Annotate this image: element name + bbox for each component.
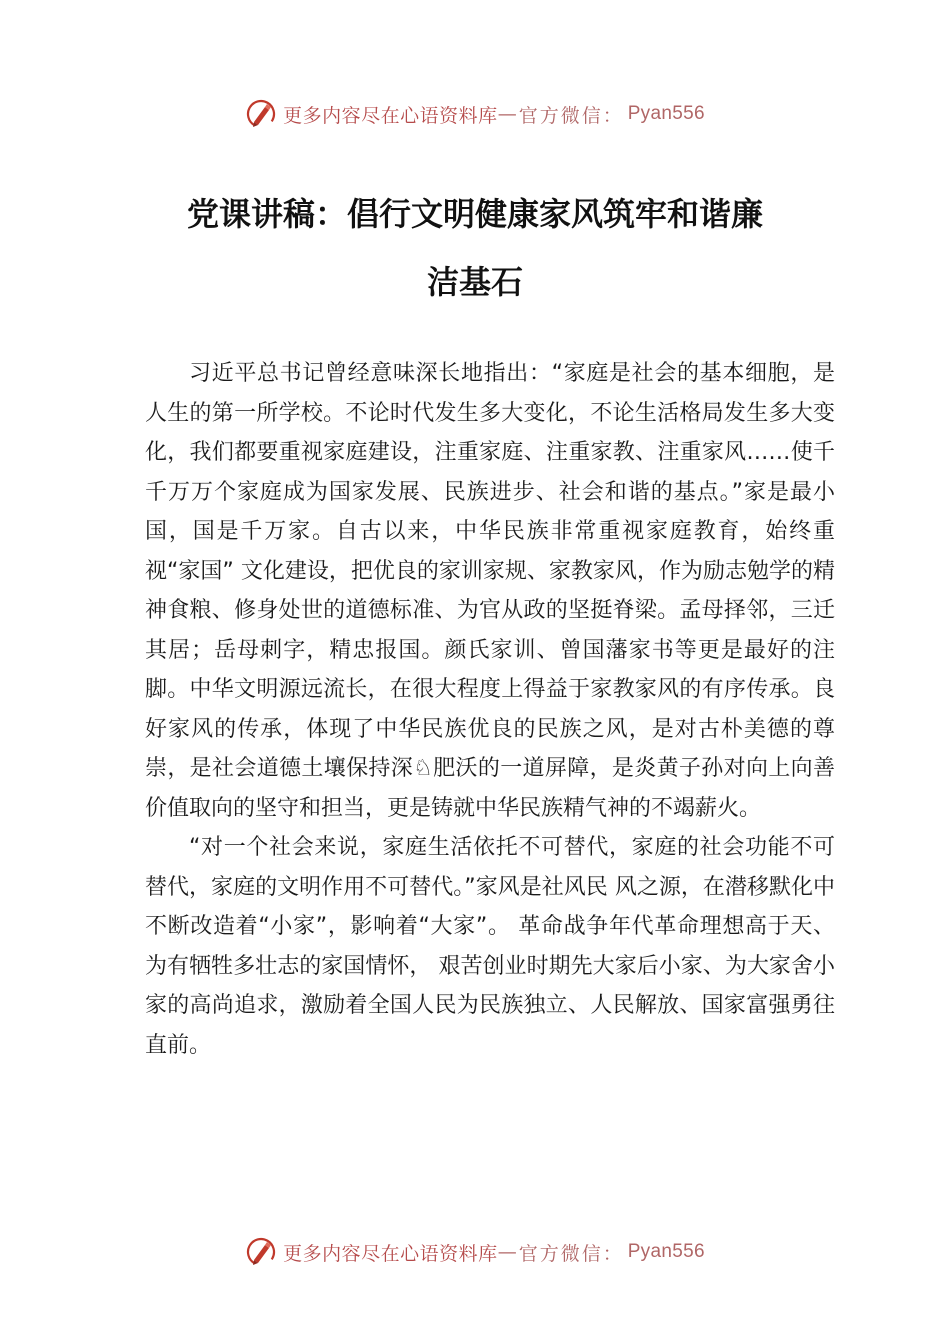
title-line-1: 党课讲稿：倡行文明健康家风筑牢和谐廉	[186, 195, 763, 233]
pen-logo-icon	[245, 1236, 277, 1268]
body-paragraph-2: “对一个社会来说，家庭生活依托不可替代，家庭的社会功能不可替代，家庭的文明作用不可替代。”家风是社风民 风之源，在潜移默化中不断改造着“小家”，影响着“大家”。 革命战争年代革命理想高于天、为有牺牲多壮志的家国情怀， 艰苦创业时期先大家后小家、为大家舍小家的高尚追求，激励着全国人民为民族独立、人民解放、国家富强勇往直前。	[145, 835, 835, 1058]
header-wechat-label: 官方微信：	[518, 104, 624, 127]
footer-brand-text: 更多内容尽在心语资料库	[283, 1242, 498, 1265]
footer-separator: —	[497, 1241, 519, 1263]
document-body	[145, 354, 835, 1065]
title-line-2: 洁基石	[426, 263, 523, 301]
footer-wechat-id: Pyan556	[627, 1241, 705, 1262]
pen-logo-icon	[245, 98, 277, 130]
body-paragraph-1: 习近平总书记曾经意味深长地指出：“家庭是社会的基本细胞，是人生的第一所学校。不论时代发生多大变化，不论生活格局发生多大变化，我们都要重视家庭建设，注重家庭、注重家教、注重家风……使千千万万个家庭成为国家发展、民族进步、社会和谐的基点。”家是最小国，国是千万家。自古以来，中华民族非常重视家庭教育，始终重视“家国” 文化建设，把优良的家训家规、家教家风，作为励志勉学的精神食粮、修身处世的道德标准、为官从政的坚挺脊梁。孟母择邻，三迁其居；岳母刺字，精忠报国。颜氏家训、曾国藩家书等更是最好的注脚。中华文明源远流长，在很大程度上得益于家教家风的有序传承。良好家风的传承，体现了中华民族优良的民族之风，是对古朴美德的尊崇，是社会道德土壤保持深♘肥沃的一道屏障，是炎黄子孙对向上向善价值取向的坚守和担当，更是铸就中华民族精气神的不竭薪火。	[145, 361, 835, 821]
footer-banner	[0, 1232, 950, 1272]
header-banner	[0, 94, 950, 134]
footer-wechat-label: 官方微信：	[518, 1242, 624, 1265]
header-separator: —	[497, 103, 519, 125]
header-brand-text: 更多内容尽在心语资料库	[283, 104, 498, 127]
document-title	[145, 180, 805, 316]
header-wechat-id: Pyan556	[627, 103, 705, 124]
